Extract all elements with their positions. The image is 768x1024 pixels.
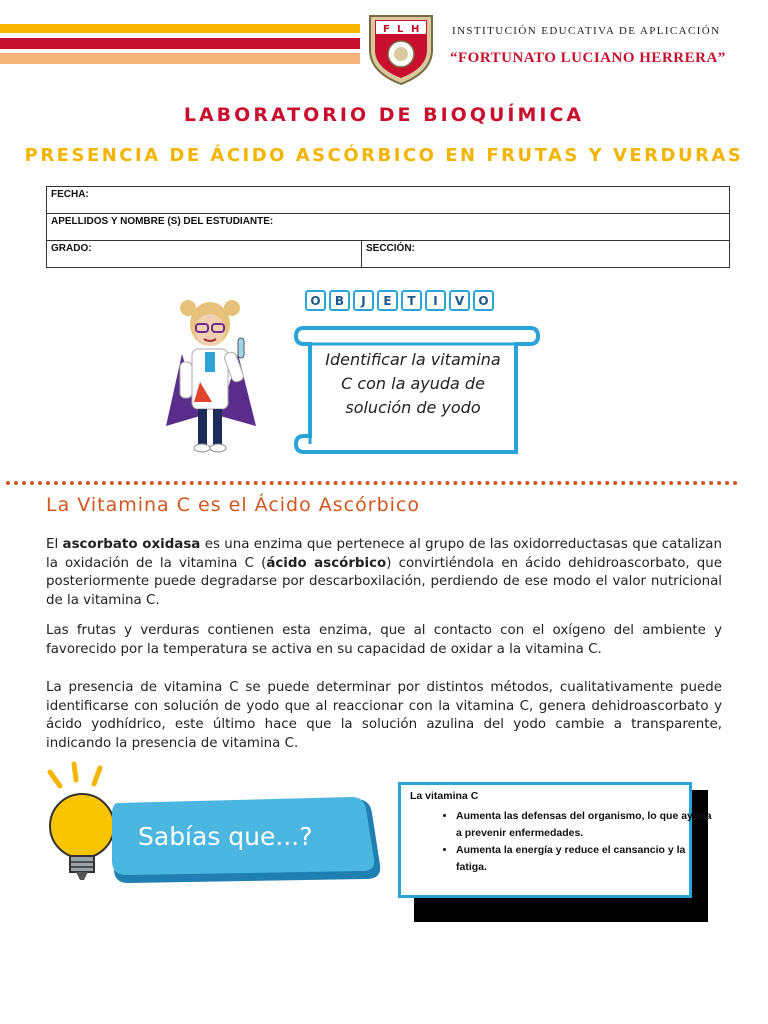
header-stripe-red [0, 38, 360, 49]
objetivo-letter: T [401, 290, 422, 311]
objetivo-heading [305, 290, 494, 316]
objetivo-letter: B [329, 290, 350, 311]
student-info-form [46, 186, 730, 268]
grado-label: GRADO: [51, 243, 92, 254]
text-run: El [46, 537, 63, 552]
school-crest-logo [366, 10, 436, 86]
institution-name: “FORTUNATO LUCIANO HERRERA” [450, 50, 726, 66]
student-name-label: APELLIDOS Y NOMBRE (S) DEL ESTUDIANTE: [51, 216, 274, 227]
info-box-title: La vitamina C [410, 790, 479, 802]
objetivo-letter: O [305, 290, 326, 311]
bold-term: ácido ascórbico [266, 555, 387, 571]
paragraph-enzyme: Las frutas y verduras contienen esta enzima, que al contacto con el oxígeno del ambiente y favorecido por la temperatura se activa en su capacidad de oxidar a la vitamina C. [46, 623, 722, 657]
objective-text: Identificar la vitamina C con la ayuda de solución de yodo [325, 350, 501, 417]
topic-title: PRESENCIA DE ÁCIDO ASCÓRBICO EN FRUTAS Y VERDURAS [24, 145, 744, 166]
paragraph-iodine-method: La presencia de vitamina C se puede determinar por distintos métodos, cualitativamente puede identificarse con solución de yodo que al reaccionar con la vitamina C, genera dehidroascorbato y ácido yodhídrico, este último hace que la solución azulina del yodo cambie a transparente, indicando la presencia de vitamina C. [46, 680, 722, 751]
objetivo-letter: J [353, 290, 374, 311]
objetivo-letter: I [425, 290, 446, 311]
objetivo-letter: O [473, 290, 494, 311]
header-stripe-yellow [0, 24, 360, 33]
text-run: es una enzima que pertenece al grupo de las oxidorreductasas que catalizan la oxidación de la vitamina C ( [46, 537, 722, 571]
dotted-divider [6, 481, 738, 485]
info-box-list [420, 808, 718, 876]
scientist-girl-illustration [160, 294, 260, 460]
info-list-item: • Aumenta las defensas del organismo, lo que ayuda a prevenir enfermedades. [456, 808, 718, 842]
svg-text:H: H [411, 24, 420, 35]
seccion-label: SECCIÓN: [366, 243, 415, 254]
svg-text:F: F [383, 24, 390, 35]
institution-type: INSTITUCIÓN EDUCATIVA DE APLICACIÓN [452, 25, 721, 37]
header-stripe-peach [0, 53, 360, 64]
section-heading: La Vitamina C es el Ácido Ascórbico [46, 494, 420, 516]
fecha-label: FECHA: [51, 189, 89, 200]
objetivo-letter: E [377, 290, 398, 311]
fecha-field[interactable] [47, 187, 730, 214]
svg-text:L: L [397, 24, 404, 35]
paragraph-ascorbato [46, 536, 722, 610]
objetivo-letter: V [449, 290, 470, 311]
seccion-field[interactable] [362, 241, 730, 268]
text-run: ) convirtiéndola en ácido dehidroascorbato, que posteriormente puede degradarse por descarboxilación, perdiendo de ese modo el valor nutricional de la vitamina C. [46, 555, 722, 608]
grado-field[interactable] [47, 241, 362, 268]
lab-title: LABORATORIO DE BIOQUÍMICA [183, 104, 585, 126]
sabias-que-text: Sabías que...? [138, 822, 313, 851]
bold-term: ascorbato oxidasa [62, 537, 201, 552]
student-name-field[interactable] [47, 214, 730, 241]
info-list-item: • Aumenta la energía y reduce el cansancio y la fatiga. [456, 842, 718, 876]
